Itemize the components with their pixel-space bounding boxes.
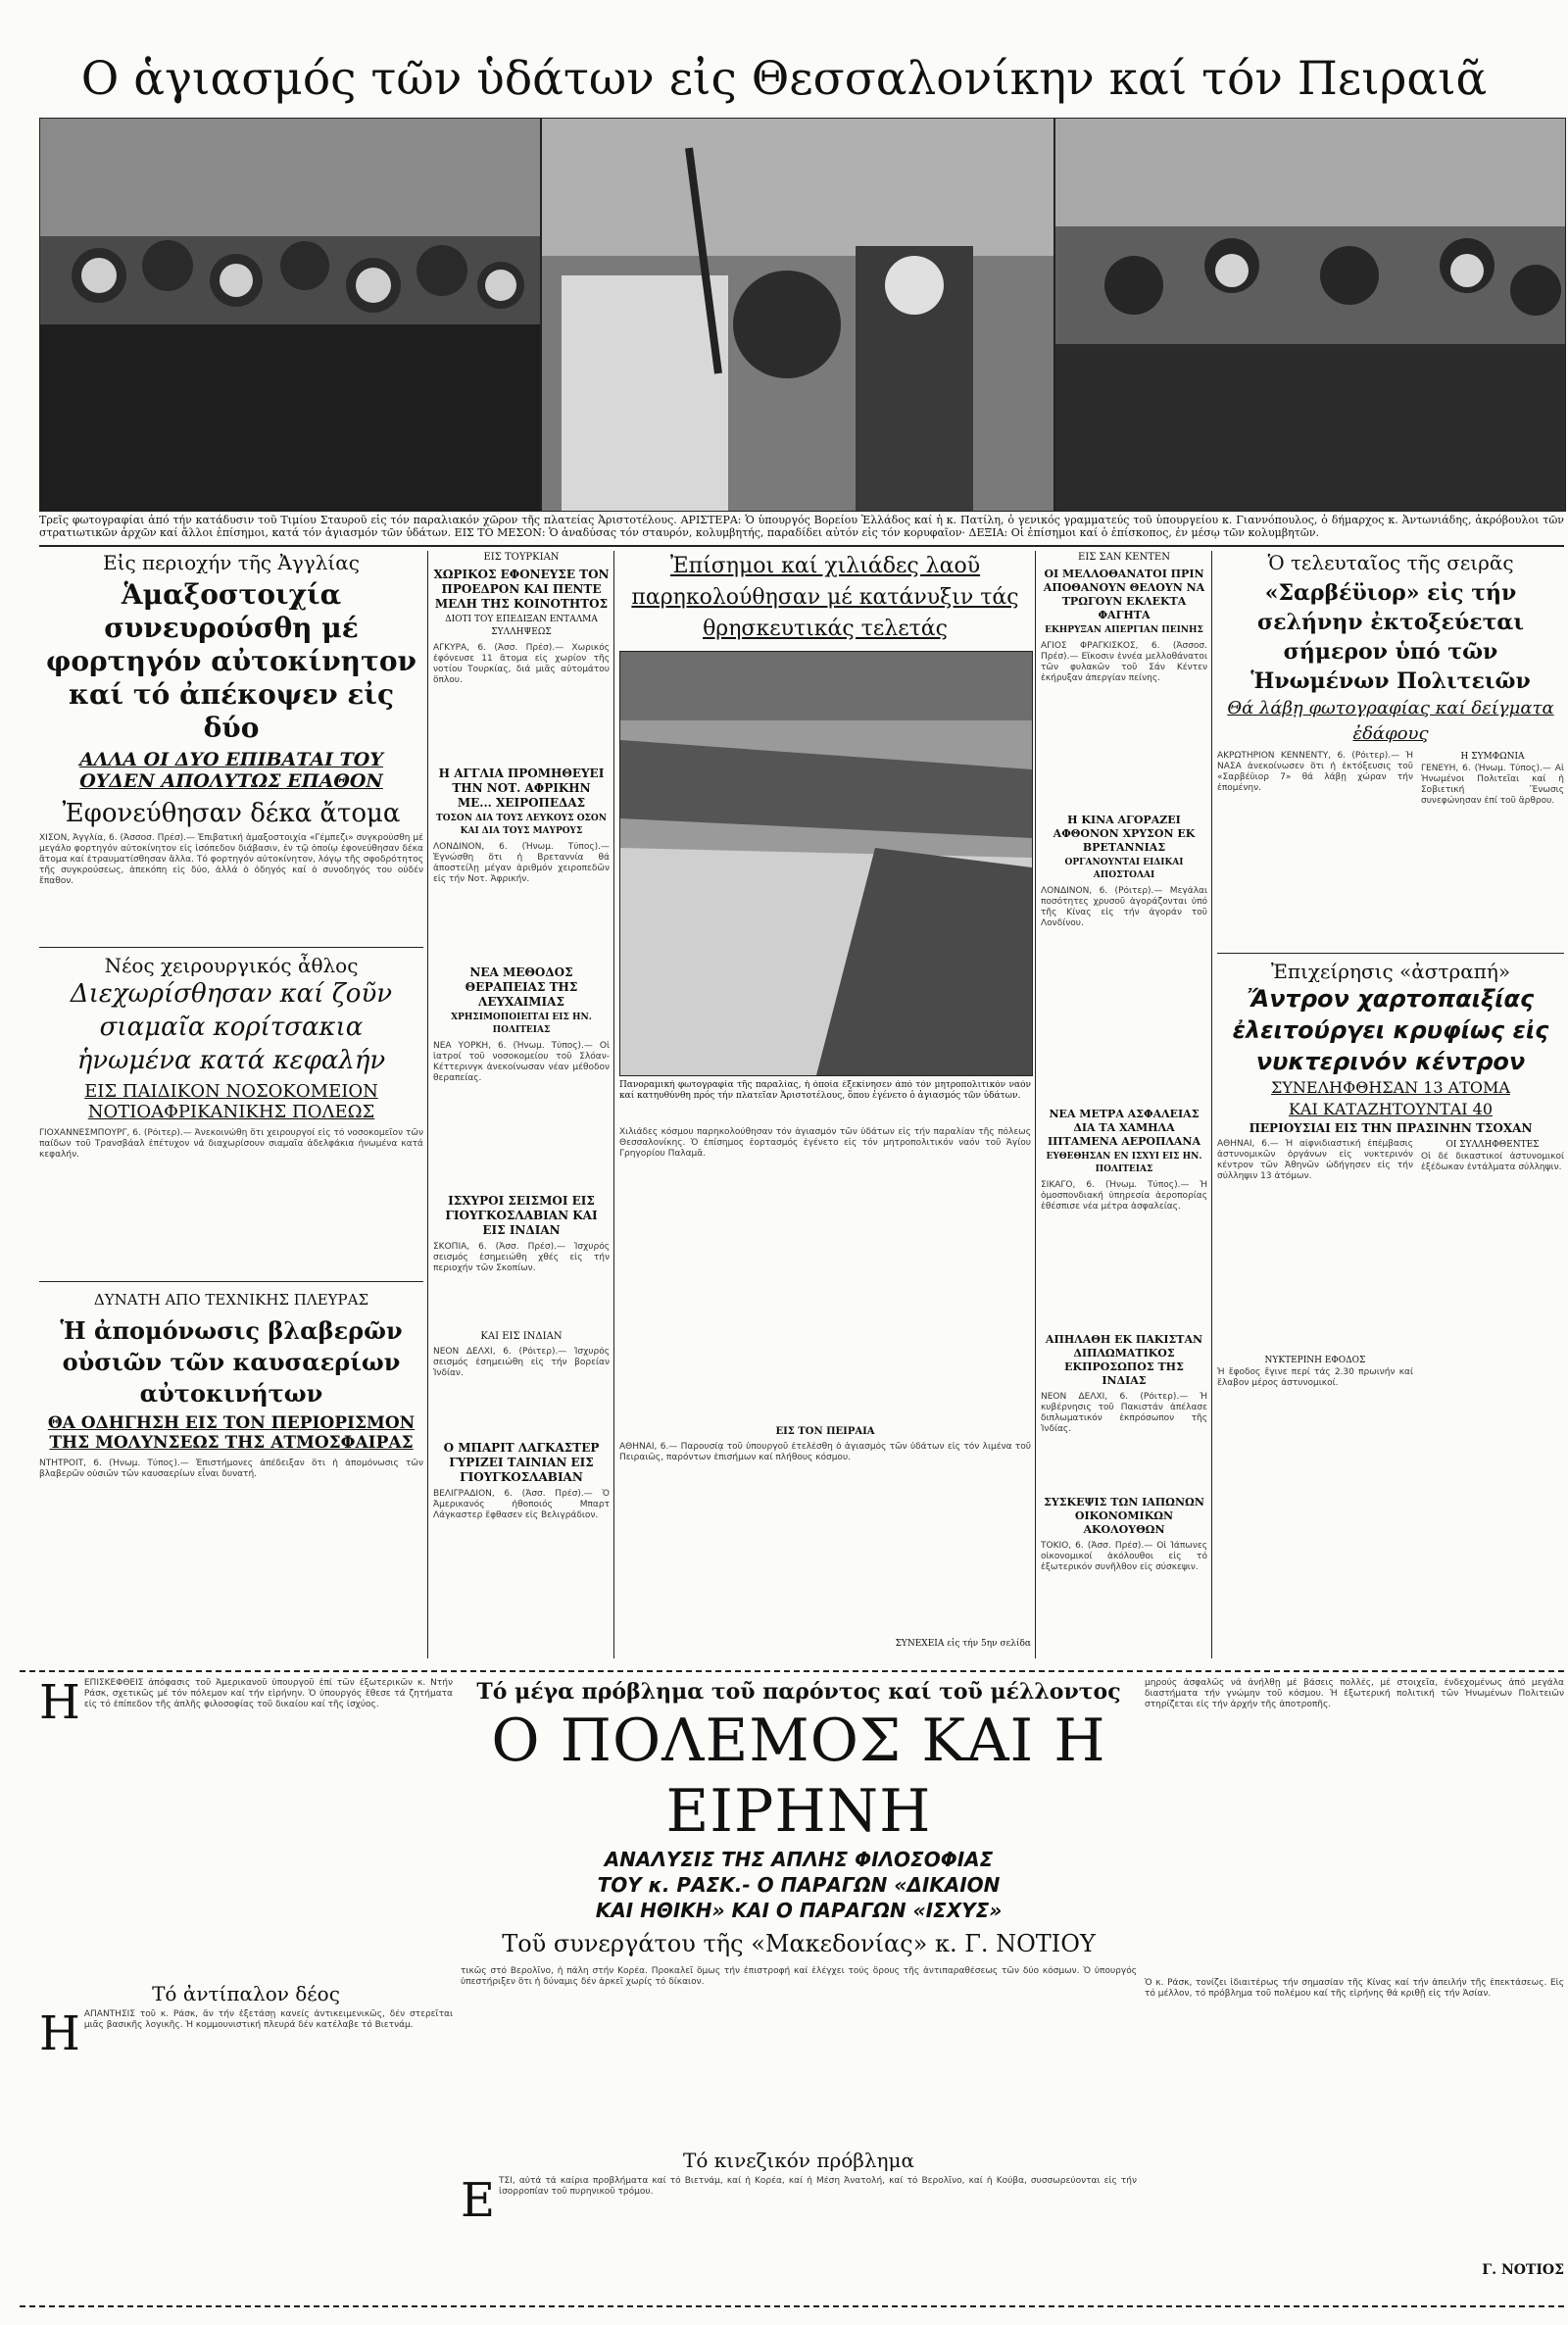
lower-right-column xyxy=(1145,1678,1564,2301)
photo-bishop xyxy=(1054,118,1566,512)
deck: ΑΝΑΛΥΣΙΣ ΤΗΣ ΑΠΛΗΣ ΦΙΛΟΣΟΦΙΑΣ xyxy=(604,1848,994,1871)
article-body: τικῶς στό Βερολῖνο, ἡ πάλη στήν Κορέα. Προκαλεῖ ὅμως τήν ἐπιστροφή καί ἐλέγχει τούς ὅρους τῆς ἀντιπαραθέσεως τῶν δύο κόσμων. Ὁ ὑπουργός ὑπεστήριξεν ὅτι ἡ δύναμις δέν ἀρκεῖ χωρίς τό δίκαιον. xyxy=(461,1966,1137,1987)
divider xyxy=(39,545,1564,547)
article-body: ΑΚΡΩΤΗΡΙΟΝ ΚΕΝΝΕΝΤΥ, 6. (Ρόιτερ).— Ἡ ΝΑΣΑ ἀνεκοίνωσεν ὅτι ἡ ἐκτόξευσις τοῦ «Σαρβέϋιορ 7» θά λάβῃ χώραν τήν ἐπομένην. xyxy=(1217,751,1413,793)
subhead: ΕΙΣ ΠΑΙΔΙΚΟΝ ΝΟΣΟΚΟΜΕΙΟΝ xyxy=(84,1081,378,1102)
article-body: ΓΙΟΧΑΝΝΕΣΜΠΟΥΡΓ, 6. (Ρόιτερ).— Ἀνεκοινώθη ὅτι χειρουργοί εἰς τό νοσοκομεῖον τῶν παίδων τοῦ Τρανσβάαλ ἐπέτυχον νά διαχωρίσουν σιαμαῖα ἀδελφάκια ἡνωμένα κατά κεφαλήν. xyxy=(39,1128,423,1160)
lower-center-column xyxy=(461,1678,1137,2301)
page-masthead: Ο ἁγιασμός τῶν ὑδάτων εἰς Θεσσαλονίκην καί τόν Πειραιᾶ xyxy=(80,54,1488,105)
subhead: ΔΙΟΤΙ ΤΟΥ ΕΠΕΔΙΞΑΝ ΕΝΤΑΛΜΑ ΣΥΛΛΗΨΕΩΣ xyxy=(445,615,598,637)
side-body: ΓΕΝΕΥΗ, 6. (Ἡνωμ. Τύπος).— Αἱ Ἡνωμένοι Πολιτεῖαι καί ἡ Σοβιετική Ἕνωσις συνεφώνησαν ἐπί τοῦ ἄρθρου. xyxy=(1421,764,1564,806)
kicker: Ἐπιχείρησις «ἀστραπή» xyxy=(1270,960,1511,983)
lower-left-column xyxy=(39,1675,453,2301)
article-body: ΑΘΗΝΑΙ, 6.— Παρουσίᾳ τοῦ ὑπουργοῦ ἐτελέσθη ὁ ἁγιασμός τῶν ὑδάτων εἰς τόν λιμένα τοῦ Πειραιῶς, παρόντων ἐπισήμων καί πλήθους κόσμου. xyxy=(619,1442,1031,1462)
article-body: ΧΙΣΟΝ, Ἀγγλία, 6. (Ἀσσοσ. Πρέσ).— Ἐπιβατική ἁμαξοστοιχία «Γέμπεζι» συγκρούσθη μέ μεγάλο φορτηγόν αὐτοκίνητον εἰς ἰσόπεδον διάβασιν, ἐν τῷ ὁποίῳ ἐφονεύθησαν δέκα ἄτομα καί ἐτραυματίσθησαν ἄλλα. Τό φορτηγόν αὐτοκίνητον, λόγῳ τῆς σφοδρότητος τῆς συγκρούσεως, ἀπεκόπη εἰς δύο, ἀλλά ὁ ὁδηγός καί ὁ συνοδηγός του οὐδέν ἔπαθον. xyxy=(39,833,423,886)
subhead: ΟΥΔΕΝ ΑΠΟΛΥΤΩΣ ΕΠΑΘΟΝ xyxy=(79,770,383,792)
headline: Διεχωρίσθησαν καί ζοῦν σιαμαῖα κορίτσακια ἡνωμένα κατά κεφαλήν xyxy=(70,979,393,1075)
headline: ΑΠΗΛΑΘΗ ΕΚ ΠΑΚΙΣΤΑΝ ΔΙΠΛΩΜΑΤΙΚΟΣ ΕΚΠΡΟΣΩΠΟΣ ΤΗΣ ΙΝΔΙΑΣ xyxy=(1045,1333,1203,1387)
subhead: ΝΟΤΙΟΑΦΡΙΚΑΝΙΚΗΣ ΠΟΛΕΩΣ xyxy=(87,1102,375,1122)
subhead: ΟΡΓΑΝΟΥΝΤΑΙ ΕΙΔΙΚΑΙ ΑΠΟΣΤΟΛΑΙ xyxy=(1064,858,1184,880)
article-body: ΝΕΟΝ ΔΕΛΧΙ, 6. (Ρόιτερ).— Ἰσχυρός σεισμός ἐσημειώθη εἰς τήν βορείαν Ἰνδίαν. xyxy=(433,1347,610,1378)
article-body: ΣΚΟΠΙΑ, 6. (Ἀσσ. Πρέσ).— Ἰσχυρός σεισμός ἐσημειώθη χθές εἰς τήν περιοχήν τῶν Σκοπίων. xyxy=(433,1242,610,1273)
subhead: ΚΑΙ ΕΙΣ ΙΝΔΙΑΝ xyxy=(480,1331,563,1342)
kicker: Ὁ τελευταῖος τῆς σειρᾶς xyxy=(1267,551,1514,574)
article-body: ΛΟΝΔΙΝΟΝ, 6. (Ρόιτερ).— Μεγάλαι ποσότητες χρυσοῦ ἀγοράζονται ὑπό τῆς Κίνας εἰς τήν ἀγοράν τοῦ Λονδίνου. xyxy=(1041,886,1207,928)
headline: Ο ΜΠΑΡΙΤ ΛΑΓΚΑΣΤΕΡ ΓΥΡΙΖΕΙ ΤΑΙΝΙΑΝ ΕΙΣ ΓΙΟΥΓΚΟΣΛΑΒΙΑΝ xyxy=(443,1441,600,1484)
article-body: Ὁ κ. Ράσκ, τονίζει ἰδιαιτέρως τήν σημασίαν τῆς Κίνας καί τήν ἀπειλήν τῆς ἐπεκτάσεως. Εἰς τό μέλλον, τό πρόβλημα τοῦ πολέμου καί τῆς εἰρήνης θά κριθῇ εἰς τήν Ἀσίαν. xyxy=(1145,1978,1564,1999)
subhead: ΤΟΣΟΝ ΔΙΑ ΤΟΥΣ ΛΕΥΚΟΥΣ ΟΣΟΝ ΚΑΙ ΔΙΑ ΤΟΥΣ ΜΑΥΡΟΥΣ xyxy=(436,814,607,836)
kicker: Εἰς περιοχήν τῆς Ἀγγλίας xyxy=(103,551,360,574)
divider xyxy=(20,2305,1564,2307)
divider xyxy=(20,1670,1564,1672)
article-body: ΑΠΑΝΤΗΣΙΣ τοῦ κ. Ράσκ, ἄν τήν ἐξετάσῃ κανείς ἀντικειμενικῶς, δέν στερεῖται μιᾶς βασικῆς λογικῆς. Ἡ κομμουνιστική πλευρά δέν κατέλαβε τό Βιετνάμ. xyxy=(83,2009,453,2030)
headline: Ἁμαξοστοιχία συνευρούσθη μέ φορτηγόν αὐτοκίνητον καί τό ἀπέκοψεν εἰς δύο xyxy=(46,578,416,744)
section-label: ΝΥΚΤΕΡΙΝΗ ΕΦΟΔΟΣ xyxy=(1264,1356,1366,1365)
article-body: ΛΟΝΔΙΝΟΝ, 6. (Ἡνωμ. Τύπος).— Ἐγνώσθη ὅτι ἡ Βρεταννία θά ἀποστείλῃ μέγαν ἀριθμόν χειροπεδῶν εἰς τήν Νοτ. Ἀφρικήν. xyxy=(433,842,610,884)
article-body: ΤΣΙ, αὐτά τά καίρια προβλήματα καί τό Βιετνάμ, καί ἡ Κορέα, καί ἡ Μέση Ἀνατολή, καί τό Βερολῖνο, καί ἡ Κούβα, συσσωρεύονται εἰς τήν ἰσορροπίαν τοῦ πυρηνικοῦ τρόμου. xyxy=(499,2176,1137,2197)
subhead: ΤΗΣ ΜΟΛΥΝΣΕΩΣ ΤΗΣ ΑΤΜΟΣΦΑΙΡΑΣ xyxy=(49,1433,414,1453)
kicker: Νέος χειρουργικός ἆθλος xyxy=(104,954,359,977)
photo-caption: Πανοραμική φωτογραφία τῆς παραλίας, ἡ ὁποία ἐξεκίνησεν ἀπό τόν μητροπολιτικόν ναόν καί κατηυθύνθη πρός τήν πλατεῖαν Ἀριστοτέλους, ὅπου ἐγένετο ὁ ἁγιασμός τῶν ὑδάτων. xyxy=(619,1080,1031,1101)
dropcap: Η xyxy=(39,1675,80,1730)
headline: Ο ΠΟΛΕΜΟΣ ΚΑΙ Η ΕΙΡΗΝΗ xyxy=(491,1707,1106,1846)
divider xyxy=(39,1281,423,1282)
headline: ΝΕΑ ΜΕΘΟΔΟΣ ΘΕΡΑΠΕΙΑΣ ΤΗΣ ΛΕΥΧΑΙΜΙΑΣ xyxy=(465,965,578,1009)
photo-officials xyxy=(39,118,541,512)
photo-swimmer xyxy=(541,118,1054,512)
subhead: ΠΕΡΙΟΥΣΙΑΙ ΕΙΣ ΤΗΝ ΠΡΑΣΙΝΗΝ ΤΣΟΧΑΝ xyxy=(1249,1121,1533,1135)
headline: Ἄντρον χαρτοπαιξίας ἐλειτούργει κρυφίως εἰς νυκτερινόν κέντρον xyxy=(1232,985,1549,1075)
signature: Γ. ΝΟΤΙΟΣ xyxy=(1482,2262,1564,2278)
article-body: ΕΠΙΣΚΕΦΘΕΙΣ ἀπόφασις τοῦ Ἀμερικανοῦ ὑπουργοῦ ἐπί τῶν ἐξωτερικῶν κ. Ντήν Ράσκ, σχετικῶς μέ τόν πόλεμον καί τήν εἰρήνην. Ὁ ὑπουργός ἔθεσε τά ζητήματα εἰς τό ἐπίπεδον τῆς ἀπλῆς φιλοσοφίας τοῦ δικαίου καί τῆς ἰσχύος. xyxy=(83,1678,453,1709)
side-body: Οἱ δέ δικαστικοί ἀστυνομικοί ἐξέδωκαν ἐντάλματα σύλληψιν. xyxy=(1421,1152,1564,1172)
tag: ΕΙΣ ΣΑΝ ΚΕΝΤΕΝ xyxy=(1078,552,1170,563)
column-rule xyxy=(1211,551,1212,1658)
tag: ΕΙΣ ΤΟΥΡΚΙΑΝ xyxy=(483,552,560,563)
article-body: ΑΓΚΥΡΑ, 6. (Ἀσσ. Πρέσ).— Χωρικός ἐφόνευσε 11 ἄτομα εἰς χωρίον τῆς νοτίου Τουρκίας, διά μιᾶς αὐτομάτου ὅπλου. xyxy=(433,643,610,685)
article-body: ΑΘΗΝΑΙ, 6.— Ἡ αἰφνιδιαστική ἐπέμβασις ἀστυνομικῶν ὀργάνων εἰς νυκτερινόν κέντρον τῶν Ἀθηνῶν ὡδήγησεν εἰς τήν σύλληψιν 13 ἀτόμων. xyxy=(1217,1139,1413,1181)
article-body: ΑΓΙΟΣ ΦΡΑΓΚΙΣΚΟΣ, 6. (Ἀσσοσ. Πρέσ).— Εἴκοσιν ἐννέα μελλοθάνατοι τῶν φυλακῶν τοῦ Σάν Κέντεν ἐκήρυξαν ἀπεργίαν πείνης. xyxy=(1041,641,1207,683)
column-5 xyxy=(1217,551,1564,1664)
headline: Ἡ ἀπομόνωσις βλαβερῶν οὐσιῶν τῶν καυσαερίων αὐτοκινήτων xyxy=(60,1316,403,1408)
subhead: ΑΛΛΑ ΟΙ ΔΥΟ ΕΠΙΒΑΤΑΙ ΤΟΥ xyxy=(79,749,383,770)
divider xyxy=(1217,953,1564,954)
article-body: Χιλιάδες κόσμου παρηκολούθησαν τόν ἁγιασμόν τῶν ὑδάτων εἰς τήν παραλίαν τῆς πόλεως Θεσσαλονίκης. Ὁ ἐπίσημος ἑορτασμός ἐγένετο εἰς τόν μητροπολιτικόν ναόν τοῦ Ἁγίου Γρηγορίου Παλαμᾶ. xyxy=(619,1127,1031,1159)
deck: Ἐφονεύθησαν δέκα ἄτομα xyxy=(62,799,401,828)
article-body: ΝΤΗΤΡΟΙΤ, 6. (Ἡνωμ. Τύπος).— Ἐπιστήμονες ἀπέδειξαν ὅτι ἡ ἀπομόνωσις τῶν βλαβερῶν οὐσιῶν τῶν καυσαερίων εἶναι δυνατή. xyxy=(39,1459,423,1479)
column-4 xyxy=(1041,551,1207,1664)
subhead: Θά λάβῃ φωτογραφίας καί δείγματα ἐδάφους xyxy=(1227,698,1554,744)
column-2 xyxy=(433,551,610,1664)
side-title: ΟΙ ΣΥΛΛΗΦΘΕΝΤΕΣ xyxy=(1446,1140,1540,1150)
photo-panorama xyxy=(619,651,1033,1076)
deck: ΤΟΥ κ. ΡΑΣΚ.- Ο ΠΑΡΑΓΩΝ «ΔΙΚΑΙΟΝ xyxy=(597,1873,1001,1897)
column-rule xyxy=(1035,551,1036,1658)
article-body: ΝΕΑ ΥΟΡΚΗ, 6. (Ἡνωμ. Τύπος).— Οἱ ἰατροί τοῦ νοσοκομείου τοῦ Σλόαν-Κέττερινγκ ἀνεκοίνωσαν νέαν μέθοδον θεραπείας. xyxy=(433,1041,610,1083)
side-title: Η ΣΥΜΦΩΝΙΑ xyxy=(1460,752,1525,762)
subhead: ΧΡΗΣΙΜΟΠΟΙΕΙΤΑΙ ΕΙΣ ΗΝ. ΠΟΛΙΤΕΙΑΣ xyxy=(451,1013,592,1035)
headline: Ἐπίσημοι καί χιλιάδες λαοῦ παρηκολούθησαν μέ κατάνυξιν τάς θρησκευτικάς τελετάς xyxy=(631,554,1019,641)
subhead: ΕΙΣ ΤΟΝ ΠΕΙΡΑΙΑ xyxy=(775,1426,875,1437)
headline: Η ΚΙΝΑ ΑΓΟΡΑΖΕΙ ΑΦΘΟΝΟΝ ΧΡΥΣΟΝ ΕΚ ΒΡΕΤΑΝΝΙΑΣ xyxy=(1053,814,1196,854)
article-body: ΣΙΚΑΓΟ, 6. (Ἡνωμ. Τύπος).— Ἡ ὁμοσπονδιακή ὑπηρεσία ἀεροπορίας ἐθέσπισε νέα μέτρα ἀσφαλείας. xyxy=(1041,1180,1207,1212)
deck: ΚΑΙ ΗΘΙΚΗ» ΚΑΙ Ο ΠΑΡΑΓΩΝ «ΙΣΧΥΣ» xyxy=(595,1899,1003,1922)
photo-caption: Τρεῖς φωτογραφίαι ἀπό τήν κατάδυσιν τοῦ Τιμίου Σταυροῦ εἰς τόν παραλιακόν χῶρον τῆς πλατείας Ἀριστοτέλους. ΑΡΙΣΤΕΡΑ: Ὁ ὑπουργός Βορείου Ἑλλάδος καί ἡ κ. Πατίλη, ὁ γενικός γραμματεύς τοῦ ὑπουργείου κ. Γιαννόπουλος, ὁ δήμαρχος κ. Ἀντωνιάδης, ἀκρόβουλοι τῶν στρατιωτικῶν ἀρχῶν καί ἄλλοι ἐπίσημοι, κατά τόν ἁγιασμόν τῶν ὑδάτων. ΕΙΣ ΤΟ ΜΕΣΟΝ: Ὁ ἀναδύσας τόν σταυρόν, κολυμβητής, παραδίδει αὐτόν εἰς τόν κορυφαῖον· ΔΕΞΙΑ: Οἱ ἐπίσημοι καί ὁ ἐπίσκοπος, ἐν μέσῳ τῶν κολυμβητῶν. xyxy=(39,514,1564,539)
divider xyxy=(39,947,423,948)
headline: ΟΙ ΜΕΛΛΟΘΑΝΑΤΟΙ ΠΡΙΝ ΑΠΟΘΑΝΟΥΝ ΘΕΛΟΥΝ ΝΑ ΤΡΩΓΟΥΝ ΕΚΛΕΚΤΑ ΦΑΓΗΤΑ xyxy=(1043,568,1205,621)
kicker: ΔΥΝΑΤΗ ΑΠΟ ΤΕΧΝΙΚΗΣ ΠΛΕΥΡΑΣ xyxy=(93,1291,369,1309)
article-body: ΤΟΚΙΟ, 6. (Ἀσσ. Πρέσ).— Οἱ Ἰάπωνες οἰκονομικοί ἀκόλουθοι εἰς τό ἐξωτερικόν συνῆλθον εἰς σύσκεψιν. xyxy=(1041,1541,1207,1572)
subhead: Τό κινεζικόν πρόβλημα xyxy=(682,2149,914,2172)
headline: ΝΕΑ ΜΕΤΡΑ ΑΣΦΑΛΕΙΑΣ ΔΙΑ ΤΑ ΧΑΜΗΛΑ ΙΠΤΑΜΕΝΑ ΑΕΡΟΠΛΑΝΑ xyxy=(1047,1108,1201,1148)
headline: ΣΥΣΚΕΨΙΣ ΤΩΝ ΙΑΠΩΝΩΝ ΟΙΚΟΝΟΜΙΚΩΝ ΑΚΟΛΟΥΘΩΝ xyxy=(1044,1496,1204,1536)
headline: ΧΩΡΙΚΟΣ ΕΦΟΝΕΥΣΕ ΤΟΝ ΠΡΟΕΔΡΟΝ ΚΑΙ ΠΕΝΤΕ ΜΕΛΗ ΤΗΣ ΚΟΙΝΟΤΗΤΟΣ xyxy=(433,568,610,611)
column-rule xyxy=(613,551,614,1658)
byline: Τοῦ συνεργάτου τῆς «Μακεδονίας» κ. Γ. ΝΟΤΙΟΥ xyxy=(502,1930,1096,1957)
subhead: ΘΑ ΟΔΗΓΗΣΗ ΕΙΣ ΤΟΝ ΠΕΡΙΟΡΙΣΜΟΝ xyxy=(47,1413,416,1433)
headline: Η ΑΓΓΛΙΑ ΠΡΟΜΗΘΕΥΕΙ ΤΗΝ ΝΟΤ. ΑΦΡΙΚΗΝ ΜΕ... ΧΕΙΡΟΠΕΔΑΣ xyxy=(438,767,605,810)
headline: «Σαρβέϋιορ» εἰς τήν σελήνην ἐκτοξεύεται σήμερον ὑπό τῶν Ἡνωμένων Πολιτειῶν xyxy=(1250,580,1531,694)
dropcap: Η xyxy=(39,2006,80,2061)
article-body: Ἡ ἔφοδος ἔγινε περί τάς 2.30 πρωινήν καί ἔλαβον μέρος ἀστυνομικοί. xyxy=(1217,1367,1413,1388)
kicker: Τό μέγα πρόβλημα τοῦ παρόντος καί τοῦ μέλλοντος xyxy=(476,1679,1121,1705)
subhead: ΚΑΙ ΚΑΤΑΖΗΤΟΥΝΤΑΙ 40 xyxy=(1288,1100,1494,1118)
article-body: ΒΕΛΙΓΡΑΔΙΟΝ, 6. (Ἀσσ. Πρέσ).— Ὁ Ἀμερικανός ἠθοποιός Μπαρτ Λάγκαστερ ἔφθασεν εἰς Βελιγράδιον. xyxy=(433,1489,610,1520)
headline: ΙΣΧΥΡΟΙ ΣΕΙΣΜΟΙ ΕΙΣ ΓΙΟΥΓΚΟΣΛΑΒΙΑΝ ΚΑΙ ΕΙΣ ΙΝΔΙΑΝ xyxy=(445,1194,598,1237)
article-body: ΝΕΟΝ ΔΕΛΧΙ, 6. (Ρόιτερ).— Ἡ κυβέρνησις τοῦ Πακιστάν ἀπέλασε διπλωματικόν ἐκπρόσωπον τῆς Ἰνδίας. xyxy=(1041,1392,1207,1434)
subhead: ΕΚΗΡΥΞΑΝ ΑΠΕΡΓΙΑΝ ΠΕΙΝΗΣ xyxy=(1045,625,1203,635)
column-rule xyxy=(427,551,428,1658)
dropcap: Ε xyxy=(461,2173,496,2228)
continuation-note: ΣΥΝΕΧΕΙΑ εἰς τήν 5ην σελίδα xyxy=(895,1639,1031,1649)
column-3 xyxy=(619,551,1031,1664)
column-1 xyxy=(39,551,423,1664)
subhead: ΣΥΝΕΛΗΦΘΗΣΑΝ 13 ΑΤΟΜΑ xyxy=(1271,1078,1510,1097)
subhead: Τό ἀντίπαλον δέος xyxy=(152,1982,340,2005)
article-body: μηρούς ἀσφαλῶς νά ἀνήλθῃ μέ βάσεις πολλές, μέ στοιχεῖα, ἐνδεχομένως ἀπό μεγάλα διαστήματα τήν γνώμην τοῦ κόσμου. Ἡ ἐξωτερική πολιτική τῶν Ἡνωμένων Πολιτειῶν στηρίζεται εἰς τήν ἀρχήν τῆς ἀποτροπῆς. xyxy=(1145,1678,1564,1709)
subhead: ΕΥΘΕΘΗΣΑΝ ΕΝ ΙΣΧΥΙ ΕΙΣ ΗΝ. ΠΟΛΙΤΕΙΑΣ xyxy=(1046,1152,1202,1174)
